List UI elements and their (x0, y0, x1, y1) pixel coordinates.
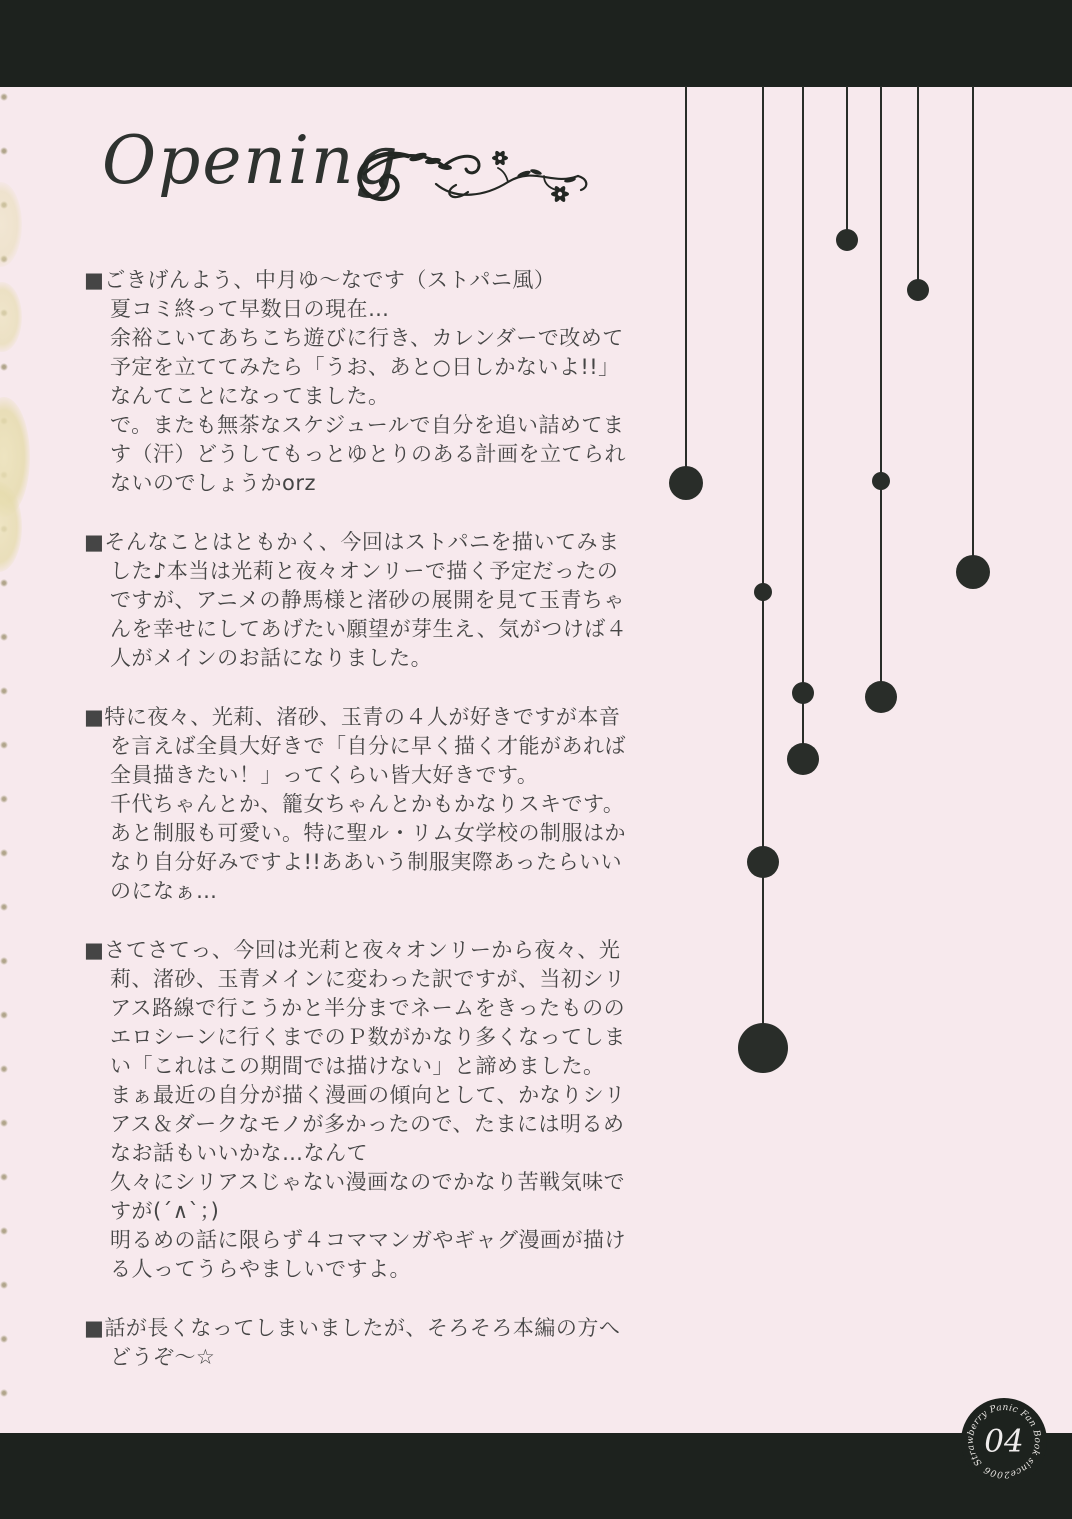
text-line: のになぁ… (110, 879, 218, 903)
text-line: す（汗）どうしてもっとゆとりのある計画を立てられ (110, 442, 626, 466)
text-line: 全員描きたい！」ってくらい皆大好きです。 (110, 763, 539, 787)
top-border-bar (0, 0, 1072, 87)
hanging-dot (907, 279, 929, 301)
text-line: ■話が長くなってしまいましたが、そろそろ本編の方へ (84, 1316, 621, 1340)
text-line: ■ごきげんよう、中月ゆ〜なです（ストパニ風） (84, 268, 556, 292)
text-line: 久々にシリアスじゃない漫画なのでかなり苦戦気味で (110, 1170, 626, 1194)
text-line: なり自分好みですよ!!ああいう制服実際あったらいい (110, 850, 623, 874)
hanging-dot (956, 555, 990, 589)
text-line: アス＆ダークなモノが多かったので、たまには明るめ (110, 1112, 625, 1136)
text-line: エロシーンに行くまでのＰ数がかなり多くなってしま (110, 1025, 626, 1049)
text-line: した♪本当は光莉と夜々オンリーで描く予定だったの (110, 559, 619, 583)
text-line: ないのでしょうかorz (110, 471, 317, 495)
hanging-dot (754, 583, 772, 601)
text-line: アス路線で行こうかと半分までネームをきったものの (110, 996, 626, 1020)
text-line: 人がメインのお話になりました。 (110, 646, 433, 670)
text-line: どうぞ〜☆ (110, 1345, 216, 1369)
text-line: 莉、渚砂、玉青メインに変わった訳ですが、当初シリ (110, 967, 626, 991)
hanging-dot (836, 229, 858, 251)
flower-icon (492, 150, 508, 167)
text-line: 明るめの話に限らず４コママンガやギャグ漫画が描け (110, 1228, 626, 1252)
edge-blob (0, 397, 30, 517)
text-line: ですが、アニメの静馬様と渚砂の展開を見て玉青ちゃ (110, 588, 625, 612)
edge-blob (0, 482, 22, 572)
text-line: すが(´∧`；) (110, 1199, 220, 1223)
text-line: を言えば全員大好きで「自分に早く描く才能があれば (110, 734, 626, 758)
hanging-dot (787, 743, 819, 775)
badge-series-text: Strawberry Panic Fan Book since2006 (965, 1402, 1043, 1480)
scan-binding-edge-texture (0, 87, 24, 1433)
paragraph (84, 528, 659, 673)
text-line: 夏コミ終って早数日の現在… (110, 297, 390, 321)
text-line: あと制服も可愛い。特に聖ル・リム女学校の制服はか (110, 821, 626, 845)
page-title: Opening (102, 122, 400, 199)
edge-blob (0, 182, 22, 267)
text-line: ■そんなことはともかく、今回はストパニを描いてみま (84, 530, 620, 554)
bottom-border-bar (0, 1433, 1072, 1519)
text-line: ■特に夜々、光莉、渚砂、玉青の４人が好きですが本音 (84, 705, 621, 729)
text-line: 予定を立ててみたら「うお、あと○日しかないよ!!」 (110, 355, 620, 379)
text-line: なお話もいいかな…なんて (110, 1141, 368, 1165)
hanging-dot (872, 472, 890, 490)
page-number-badge (961, 1398, 1047, 1484)
text-line: ■さてさてっ、今回は光莉と夜々オンリーから夜々、光 (84, 938, 621, 962)
paragraph (84, 703, 659, 906)
text-line: る人ってうらやましいですよ。 (110, 1257, 411, 1281)
text-line: まぁ最近の自分が描く漫画の傾向として、かなりシリ (110, 1083, 626, 1107)
hanging-dot (738, 1023, 788, 1073)
page-number: 04 (984, 1423, 1024, 1460)
hanging-dot (792, 682, 814, 704)
paragraph (84, 1314, 659, 1372)
hanging-dot (747, 846, 779, 878)
text-line: 余裕こいてあちこち遊びに行き、カレンダーで改めて (110, 326, 624, 350)
text-line: で。またも無茶なスケジュールで自分を追い詰めてま (110, 413, 625, 437)
edge-blob (0, 282, 22, 352)
text-line: い「これはこの期間では描けない」と諦めました。 (110, 1054, 605, 1078)
text-line: なんてことになってました。 (110, 384, 390, 408)
text-line: んを幸せにしてあげたい願望が芽生え、気がつけば４ (110, 617, 628, 641)
flower-icon (551, 185, 569, 204)
paragraph (84, 936, 659, 1284)
text-line: 千代ちゃんとか、籠女ちゃんとかもかなりスキです。 (110, 792, 625, 816)
opening-text-body (84, 266, 659, 1402)
hanging-dot (669, 466, 703, 500)
paragraph (84, 266, 659, 498)
hanging-dot (865, 681, 897, 713)
